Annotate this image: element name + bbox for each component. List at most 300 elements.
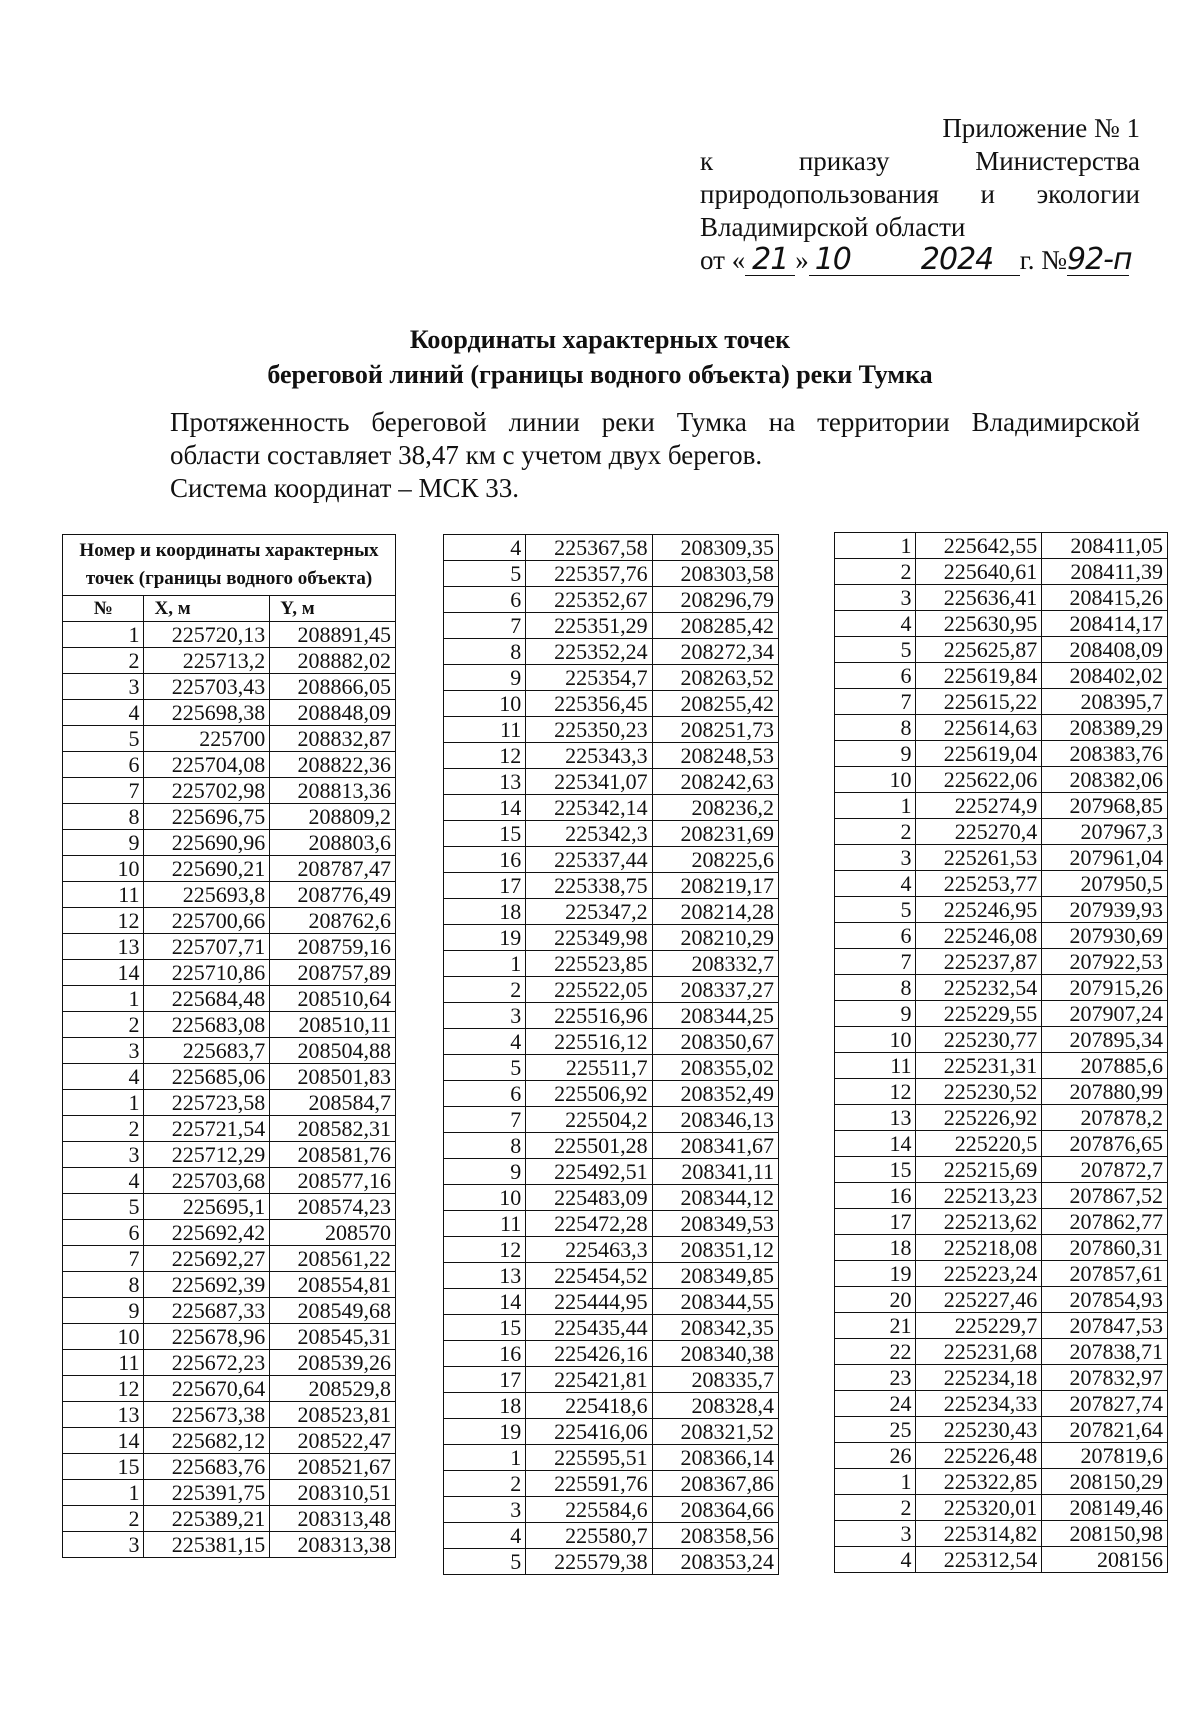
table-row	[63, 1480, 396, 1506]
point-number: 6	[63, 752, 144, 778]
table-row	[444, 873, 779, 899]
coord-x: 225483,09	[526, 1185, 652, 1211]
coord-x: 225591,76	[526, 1471, 652, 1497]
coord-y: 208776,49	[270, 882, 396, 908]
coord-y: 208313,48	[270, 1506, 396, 1532]
coord-y: 208210,29	[652, 925, 778, 951]
table-row	[444, 613, 779, 639]
coord-x: 225683,08	[144, 1012, 270, 1038]
point-number: 2	[63, 1506, 144, 1532]
point-number: 5	[444, 1055, 526, 1081]
coord-x: 225683,7	[144, 1038, 270, 1064]
point-number: 2	[63, 1116, 144, 1142]
coord-x: 225696,75	[144, 804, 270, 830]
coord-y: 208866,05	[270, 674, 396, 700]
table-row	[444, 1341, 779, 1367]
coord-x: 225320,01	[916, 1495, 1042, 1521]
table-row	[835, 1417, 1168, 1443]
table-row	[444, 795, 779, 821]
point-number: 8	[63, 1272, 144, 1298]
table-row	[444, 1393, 779, 1419]
table-row	[835, 741, 1168, 767]
table-row	[444, 1211, 779, 1237]
coord-y: 207915,26	[1042, 975, 1168, 1001]
coord-x: 225220,5	[916, 1131, 1042, 1157]
table-row	[835, 1391, 1168, 1417]
point-number: 15	[444, 1315, 526, 1341]
point-number: 14	[835, 1131, 916, 1157]
coord-y: 207854,93	[1042, 1287, 1168, 1313]
point-number: 4	[63, 1064, 144, 1090]
coord-y: 208382,06	[1042, 767, 1168, 793]
point-number: 12	[835, 1079, 916, 1105]
coord-x: 225343,3	[526, 743, 652, 769]
point-number: 3	[835, 1521, 916, 1547]
point-number: 7	[835, 949, 916, 975]
word-ministry: Министерства	[975, 146, 1140, 176]
point-number: 12	[63, 908, 144, 934]
coord-y: 207872,7	[1042, 1157, 1168, 1183]
coord-x: 225516,96	[526, 1003, 652, 1029]
table-row	[444, 977, 779, 1003]
table-row	[835, 819, 1168, 845]
coord-x: 225523,85	[526, 951, 652, 977]
coord-y: 208332,7	[652, 951, 778, 977]
table-row	[835, 1339, 1168, 1365]
coord-y: 208255,42	[652, 691, 778, 717]
table-row	[835, 949, 1168, 975]
coord-x: 225246,95	[916, 897, 1042, 923]
coord-x: 225687,33	[144, 1298, 270, 1324]
coord-y: 208408,09	[1042, 637, 1168, 663]
coord-x: 225700	[144, 726, 270, 752]
coord-y: 207961,04	[1042, 845, 1168, 871]
document-title	[0, 322, 1200, 392]
table-row	[835, 585, 1168, 611]
coord-y: 208529,8	[270, 1376, 396, 1402]
table-row	[63, 856, 396, 882]
coord-y: 208272,34	[652, 639, 778, 665]
coord-x: 225246,08	[916, 923, 1042, 949]
coord-y: 208848,09	[270, 700, 396, 726]
coord-y: 208759,16	[270, 934, 396, 960]
table-row	[444, 1159, 779, 1185]
coord-x: 225670,64	[144, 1376, 270, 1402]
point-number: 6	[444, 1081, 526, 1107]
coord-y: 208344,12	[652, 1185, 778, 1211]
coord-x: 225682,12	[144, 1428, 270, 1454]
table-row	[63, 1428, 396, 1454]
point-number: 3	[444, 1003, 526, 1029]
table-row	[444, 1367, 779, 1393]
coord-y: 207930,69	[1042, 923, 1168, 949]
table-row	[444, 769, 779, 795]
point-number: 1	[63, 1090, 144, 1116]
point-number: 6	[444, 587, 526, 613]
coord-x: 225227,46	[916, 1287, 1042, 1313]
coord-x: 225231,31	[916, 1053, 1042, 1079]
coord-x: 225229,7	[916, 1313, 1042, 1339]
coord-x: 225723,58	[144, 1090, 270, 1116]
point-number: 3	[63, 1532, 144, 1558]
coord-y: 208545,31	[270, 1324, 396, 1350]
table-row	[835, 1027, 1168, 1053]
coord-y: 208813,36	[270, 778, 396, 804]
coord-y: 208303,58	[652, 561, 778, 587]
coord-y: 208337,27	[652, 977, 778, 1003]
table-row	[63, 934, 396, 960]
coord-y: 207838,71	[1042, 1339, 1168, 1365]
point-number: 2	[444, 977, 526, 1003]
table-row	[63, 726, 396, 752]
coord-x: 225721,54	[144, 1116, 270, 1142]
coord-x: 225695,1	[144, 1194, 270, 1220]
coord-x: 225707,71	[144, 934, 270, 960]
point-number: 12	[444, 743, 526, 769]
table-row	[835, 1287, 1168, 1313]
coord-y: 208321,52	[652, 1419, 778, 1445]
coord-x: 225322,85	[916, 1469, 1042, 1495]
coord-x: 225672,23	[144, 1350, 270, 1376]
table-row	[63, 882, 396, 908]
table-row	[63, 1298, 396, 1324]
coord-y: 208389,29	[1042, 715, 1168, 741]
table-row	[444, 1549, 779, 1575]
table-row	[835, 533, 1168, 559]
coord-x: 225234,18	[916, 1365, 1042, 1391]
point-number: 15	[835, 1157, 916, 1183]
point-number: 1	[63, 622, 144, 648]
table-row	[835, 1313, 1168, 1339]
coord-y: 208521,67	[270, 1454, 396, 1480]
coord-x: 225472,28	[526, 1211, 652, 1237]
coord-x: 225580,7	[526, 1523, 652, 1549]
point-number: 2	[63, 1012, 144, 1038]
point-number: 24	[835, 1391, 916, 1417]
coord-x: 225492,51	[526, 1159, 652, 1185]
table-row	[63, 1246, 396, 1272]
table-row	[63, 648, 396, 674]
coord-x: 225579,38	[526, 1549, 652, 1575]
point-number: 8	[835, 715, 916, 741]
intro-line-3: Система координат – МСК 33.	[170, 473, 519, 503]
coord-x: 225692,39	[144, 1272, 270, 1298]
coord-y: 208570	[270, 1220, 396, 1246]
coord-y: 208309,35	[652, 535, 778, 561]
coord-y: 208349,53	[652, 1211, 778, 1237]
table-row	[835, 1261, 1168, 1287]
coord-x: 225337,44	[526, 847, 652, 873]
table-row	[835, 1443, 1168, 1469]
coord-x: 225351,29	[526, 613, 652, 639]
point-number: 4	[835, 611, 916, 637]
point-number: 9	[835, 741, 916, 767]
coord-x: 225416,06	[526, 1419, 652, 1445]
table-row	[444, 1055, 779, 1081]
coord-x: 225710,86	[144, 960, 270, 986]
point-number: 4	[835, 871, 916, 897]
table-row	[63, 752, 396, 778]
coord-y: 208757,89	[270, 960, 396, 986]
title-line-1: Координаты характерных точек	[409, 325, 791, 354]
point-number: 13	[444, 1263, 526, 1289]
coord-x: 225426,16	[526, 1341, 652, 1367]
coord-y: 208310,51	[270, 1480, 396, 1506]
coord-y: 208510,11	[270, 1012, 396, 1038]
coord-y: 208248,53	[652, 743, 778, 769]
date-from-label: от «	[700, 245, 746, 275]
point-number: 1	[444, 951, 526, 977]
table-row	[835, 689, 1168, 715]
point-number: 5	[63, 1194, 144, 1220]
coord-y: 208549,68	[270, 1298, 396, 1324]
table-row	[444, 1471, 779, 1497]
point-number: 10	[63, 856, 144, 882]
coord-x: 225391,75	[144, 1480, 270, 1506]
coord-y: 207885,6	[1042, 1053, 1168, 1079]
coord-x: 225685,06	[144, 1064, 270, 1090]
table-row	[444, 561, 779, 587]
coord-x: 225522,05	[526, 977, 652, 1003]
coord-x: 225226,92	[916, 1105, 1042, 1131]
coord-x: 225692,27	[144, 1246, 270, 1272]
coord-x: 225421,81	[526, 1367, 652, 1393]
coord-y: 208296,79	[652, 587, 778, 613]
coord-y: 208150,98	[1042, 1521, 1168, 1547]
coord-y: 207967,3	[1042, 819, 1168, 845]
point-number: 16	[444, 1341, 526, 1367]
point-number: 3	[835, 845, 916, 871]
coord-y: 208346,13	[652, 1107, 778, 1133]
table-row	[444, 1497, 779, 1523]
point-number: 11	[835, 1053, 916, 1079]
coord-x: 225347,2	[526, 899, 652, 925]
point-number: 19	[444, 925, 526, 951]
coord-x: 225678,96	[144, 1324, 270, 1350]
coord-x: 225702,98	[144, 778, 270, 804]
coord-x: 225338,75	[526, 873, 652, 899]
coord-y: 207907,24	[1042, 1001, 1168, 1027]
table-row	[444, 925, 779, 951]
table-row	[63, 1220, 396, 1246]
coord-x: 225622,06	[916, 767, 1042, 793]
coord-y: 208402,02	[1042, 663, 1168, 689]
intro-line-2: области составляет 38,47 км с учетом двух берегов.	[170, 440, 763, 470]
intro-text	[170, 406, 1140, 505]
coord-x: 225231,68	[916, 1339, 1042, 1365]
point-number: 5	[835, 637, 916, 663]
table-row	[835, 1053, 1168, 1079]
point-number: 11	[444, 717, 526, 743]
table-row	[63, 804, 396, 830]
table-row	[444, 1263, 779, 1289]
coord-x: 225342,3	[526, 821, 652, 847]
table-row	[444, 1237, 779, 1263]
coord-y: 208577,16	[270, 1168, 396, 1194]
coord-x: 225215,69	[916, 1157, 1042, 1183]
table-row	[835, 767, 1168, 793]
coord-x: 225684,48	[144, 986, 270, 1012]
table-row	[63, 1402, 396, 1428]
coord-y: 208383,76	[1042, 741, 1168, 767]
point-number: 7	[444, 1107, 526, 1133]
coord-y: 208214,28	[652, 899, 778, 925]
table-row	[835, 1547, 1168, 1573]
point-number: 7	[63, 1246, 144, 1272]
table-row	[444, 665, 779, 691]
coord-y: 208355,02	[652, 1055, 778, 1081]
coord-x: 225261,53	[916, 845, 1042, 871]
coord-y: 208353,24	[652, 1549, 778, 1575]
col-header-number: №	[63, 596, 144, 622]
coord-x: 225700,66	[144, 908, 270, 934]
coord-y: 208350,67	[652, 1029, 778, 1055]
coord-x: 225693,8	[144, 882, 270, 908]
point-number: 11	[63, 882, 144, 908]
table-row	[835, 871, 1168, 897]
point-number: 1	[63, 986, 144, 1012]
coord-x: 225690,21	[144, 856, 270, 882]
coord-y: 208150,29	[1042, 1469, 1168, 1495]
point-number: 25	[835, 1417, 916, 1443]
point-number: 3	[63, 1038, 144, 1064]
date-day: 21	[745, 245, 795, 276]
point-number: 15	[63, 1454, 144, 1480]
coord-x: 225367,58	[526, 535, 652, 561]
coord-x: 225234,33	[916, 1391, 1042, 1417]
word-ecology: экологии	[1036, 179, 1140, 209]
coord-x: 225454,52	[526, 1263, 652, 1289]
table-row	[63, 1064, 396, 1090]
coord-x: 225232,54	[916, 975, 1042, 1001]
point-number: 6	[63, 1220, 144, 1246]
coord-x: 225584,6	[526, 1497, 652, 1523]
coord-y: 208251,73	[652, 717, 778, 743]
coord-x: 225703,68	[144, 1168, 270, 1194]
point-number: 17	[444, 1367, 526, 1393]
table-row	[444, 1289, 779, 1315]
point-number: 14	[63, 1428, 144, 1454]
table-row	[444, 1419, 779, 1445]
coord-y: 207847,53	[1042, 1313, 1168, 1339]
coord-y: 208349,85	[652, 1263, 778, 1289]
coordinates-table-3	[834, 532, 1168, 1573]
coord-x: 225435,44	[526, 1315, 652, 1341]
coord-x: 225354,7	[526, 665, 652, 691]
coord-x: 225352,67	[526, 587, 652, 613]
point-number: 18	[444, 899, 526, 925]
coord-y: 208313,38	[270, 1532, 396, 1558]
coord-x: 225698,38	[144, 700, 270, 726]
table-row	[63, 700, 396, 726]
table-row	[835, 715, 1168, 741]
table-row	[444, 1107, 779, 1133]
point-number: 10	[835, 1027, 916, 1053]
coord-x: 225444,95	[526, 1289, 652, 1315]
coord-y: 208156	[1042, 1547, 1168, 1573]
table-row	[63, 830, 396, 856]
table-row	[835, 1131, 1168, 1157]
table-row	[444, 899, 779, 925]
coord-y: 207922,53	[1042, 949, 1168, 975]
coord-y: 208344,25	[652, 1003, 778, 1029]
coord-y: 208351,12	[652, 1237, 778, 1263]
table-row	[835, 637, 1168, 663]
coord-y: 208242,63	[652, 769, 778, 795]
date-month-year	[809, 242, 1020, 277]
coord-x: 225511,7	[526, 1055, 652, 1081]
coord-y: 208415,26	[1042, 585, 1168, 611]
point-number: 8	[835, 975, 916, 1001]
table-row	[835, 845, 1168, 871]
point-number: 4	[444, 1029, 526, 1055]
table-row	[63, 1012, 396, 1038]
point-number: 1	[835, 533, 916, 559]
table-row	[63, 1090, 396, 1116]
appendix-number: Приложение № 1	[942, 113, 1140, 143]
table-row	[63, 1168, 396, 1194]
point-number: 21	[835, 1313, 916, 1339]
coord-x: 225625,87	[916, 637, 1042, 663]
coord-x: 225720,13	[144, 622, 270, 648]
point-number: 10	[63, 1324, 144, 1350]
point-number: 1	[63, 1480, 144, 1506]
coord-y: 208523,81	[270, 1402, 396, 1428]
col-header-y: Y, м	[270, 596, 396, 622]
coord-x: 225350,23	[526, 717, 652, 743]
point-number: 4	[63, 700, 144, 726]
word-order: приказу	[798, 146, 890, 176]
coord-y: 208411,39	[1042, 559, 1168, 585]
point-number: 3	[63, 674, 144, 700]
table-row	[444, 1003, 779, 1029]
table-row	[835, 975, 1168, 1001]
coord-x: 225463,3	[526, 1237, 652, 1263]
point-number: 5	[835, 897, 916, 923]
point-number: 23	[835, 1365, 916, 1391]
coord-x: 225230,52	[916, 1079, 1042, 1105]
coord-y: 208219,17	[652, 873, 778, 899]
coord-y: 208581,76	[270, 1142, 396, 1168]
coord-y: 208366,14	[652, 1445, 778, 1471]
coord-y: 208225,6	[652, 847, 778, 873]
coord-y: 207950,5	[1042, 871, 1168, 897]
coord-y: 208364,66	[652, 1497, 778, 1523]
coord-y: 208328,4	[652, 1393, 778, 1419]
date-quote: »	[795, 245, 809, 275]
appendix-ministry-line	[700, 178, 1140, 211]
table-row	[63, 1376, 396, 1402]
appendix-block	[700, 112, 1140, 277]
point-number: 10	[444, 691, 526, 717]
point-number: 9	[444, 665, 526, 691]
point-number: 7	[835, 689, 916, 715]
table-row	[444, 1523, 779, 1549]
coord-x: 225692,42	[144, 1220, 270, 1246]
coord-x: 225389,21	[144, 1506, 270, 1532]
table-row	[444, 587, 779, 613]
table-row	[63, 1350, 396, 1376]
order-number: 92-п	[1067, 242, 1132, 277]
coord-x: 225595,51	[526, 1445, 652, 1471]
point-number: 4	[444, 535, 526, 561]
coord-x: 225615,22	[916, 689, 1042, 715]
table-row	[835, 1521, 1168, 1547]
table-row	[444, 639, 779, 665]
table-row	[444, 1185, 779, 1211]
coord-y: 207862,77	[1042, 1209, 1168, 1235]
point-number: 11	[63, 1350, 144, 1376]
